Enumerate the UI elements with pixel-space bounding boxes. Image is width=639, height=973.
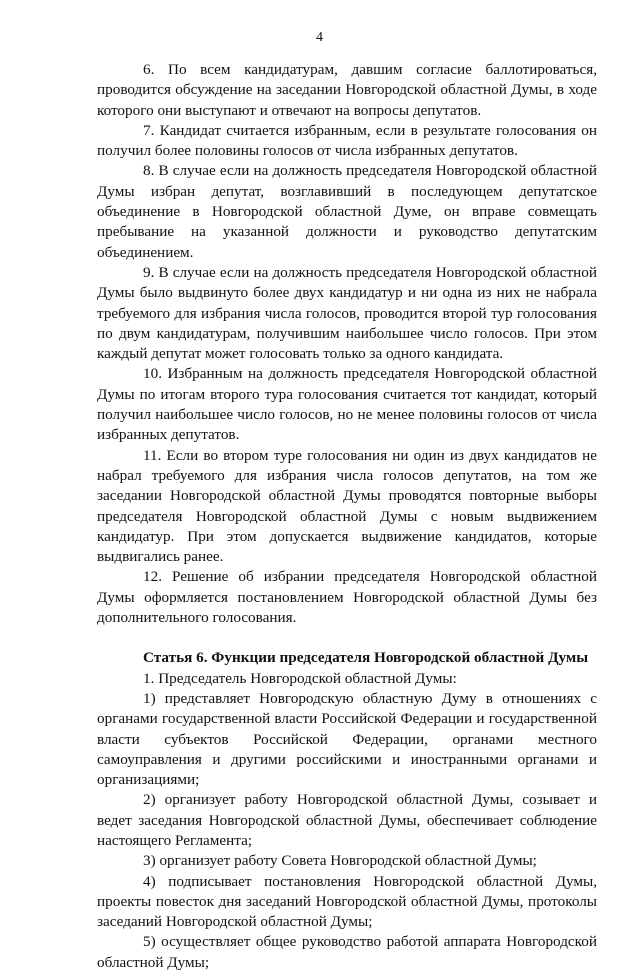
article-6-item-4: 4) подписывает постановления Новгородской областной Думы, проекты повесток дня заседаний Новгородской областной Думы, протоколы заседаний Новгородской областной Думы; <box>97 872 597 931</box>
page-number: 4 <box>316 30 323 45</box>
article-6-item-1: 1) представляет Новгородскую областную Думу в отношениях с органами государственной власти Российской Федерации и государственной власти субъектов Российской Федерации, органами местного самоуправления и другими российскими и иностранными органами и организациями; <box>97 689 597 789</box>
paragraph-6: 6. По всем кандидатурам, давшим согласие баллотироваться, проводится обсуждение на заседании Новгородской областной Думы, в ходе которого они выступают и отвечают на вопросы депутатов. <box>97 61 597 119</box>
article-6-item-2: 2) организует работу Новгородской областной Думы, созывает и ведет заседания Новгородской областной Думы, обеспечивает соблюдение настоящего Регламента; <box>97 791 597 849</box>
paragraph-8: 8. В случае если на должность председателя Новгородской областной Думы избран депутат, возглавивший в последующем депутатское объединение в Новгородской областной Думе, он вправе совмещать пребывание на указанной должности и руководство депутатским объединением. <box>97 162 597 261</box>
article-6-item-5: 5) осуществляет общее руководство работой аппарата Новгородской областной Думы; <box>97 933 597 971</box>
article-6-clause-1: 1. Председатель Новгородской областной Думы: <box>143 669 457 687</box>
article-6-title: Статья 6. Функции председателя Новгородской областной Думы <box>143 649 589 667</box>
paragraph-12: 12. Решение об избрании председателя Новгородской областной Думы оформляется постановлением Новгородской областной Думы без дополнительного голосования. <box>97 568 597 627</box>
paragraph-9: 9. В случае если на должность председателя Новгородской областной Думы было выдвинуто более двух кандидатур и ни одна из них не набрала требуемого для избрания числа голосов, проводится второй тур голосования по двум кандидатурам, получившим наибольшее число голосов. При этом каждый депутат может голосовать только за одного кандидата. <box>97 263 597 363</box>
paragraph-7: 7. Кандидат считается избранным, если в результате голосования он получил более половины голосов от числа избранных депутатов. <box>97 121 597 160</box>
paragraph-10: 10. Избранным на должность председателя Новгородской областной Думы по итогам второго тура голосования считается тот кандидат, который получил наибольшее число голосов, но не менее половины голосов от числа избранных депутатов. <box>97 365 597 444</box>
document-body <box>97 60 597 973</box>
article-6-item-3: 3) организует работу Совета Новгородской областной Думы; <box>143 852 537 870</box>
paragraph-11: 11. Если во втором туре голосования ни один из двух кандидатов не набрал требуемого для избрания числа голосов депутатов, на том же заседании Новгородской областной Думы проводятся повторные выборы председателя Новгородской областной Думы с новым выдвижением кандидатур. При этом допускается выдвижение кандидатов, которые выдвигались ранее. <box>97 446 597 566</box>
